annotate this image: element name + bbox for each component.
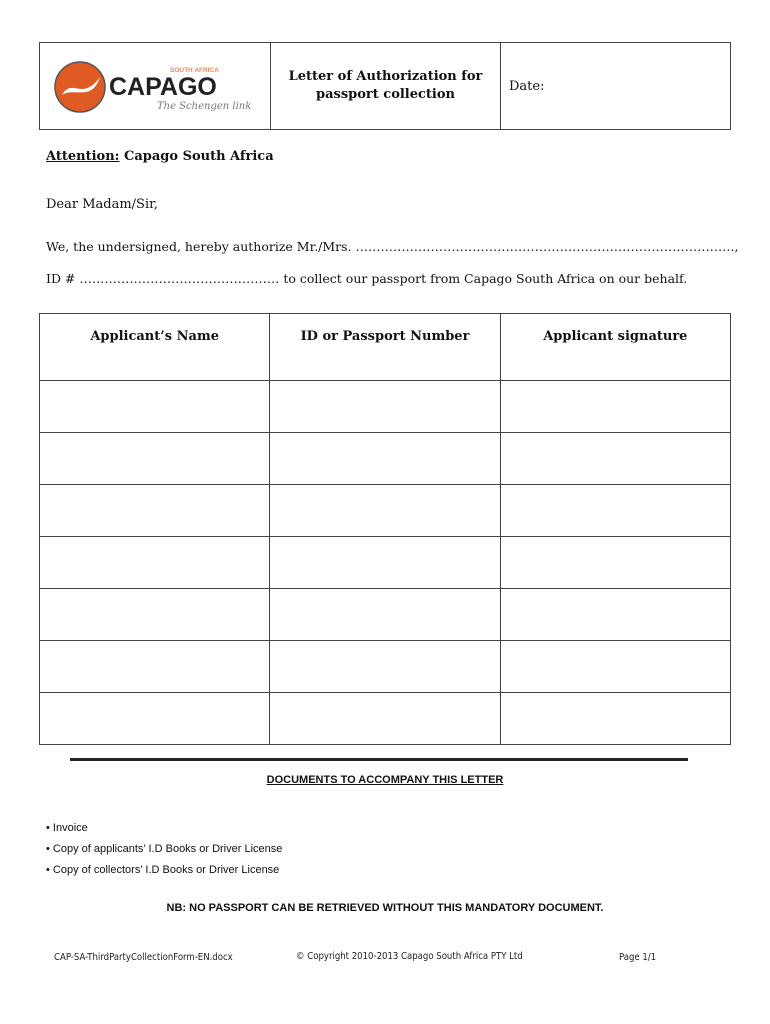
document-item: • Copy of applicants’ I.D Books or Driver License <box>46 843 283 855</box>
col-signature: Applicant signature <box>500 314 730 381</box>
name-cell[interactable] <box>40 485 270 537</box>
applicants-table <box>39 313 731 745</box>
signature-cell[interactable] <box>500 381 730 433</box>
document-item: • Invoice <box>46 822 88 834</box>
signature-cell[interactable] <box>500 537 730 589</box>
footer-filename: CAP-SA-ThirdPartyCollectionForm-EN.docx <box>54 952 233 963</box>
document-title <box>271 43 501 129</box>
title-line-1: Letter of Authorization for <box>288 69 483 84</box>
name-cell[interactable] <box>40 641 270 693</box>
svg-text:The Schengen link: The Schengen link <box>157 101 252 112</box>
signature-cell[interactable] <box>500 433 730 485</box>
documents-list <box>46 818 282 881</box>
signature-cell[interactable] <box>500 641 730 693</box>
id-cell[interactable] <box>270 641 500 693</box>
attention-label: Attention: <box>46 149 120 164</box>
mandatory-note: NB: NO PASSPORT CAN BE RETRIEVED WITHOUT THIS MANDATORY DOCUMENT. <box>166 902 604 914</box>
attention-value: Capago South Africa <box>119 149 274 164</box>
name-cell[interactable] <box>40 537 270 589</box>
documents-heading: DOCUMENTS TO ACCOMPANY THIS LETTER <box>266 774 504 786</box>
header-table <box>39 42 731 130</box>
svg-text:SOUTH AFRICA: SOUTH AFRICA <box>170 67 219 74</box>
col-id-passport: ID or Passport Number <box>270 314 500 381</box>
body-line-2: ID # ………………………………………… to collect our passport from Capago South Africa on our behalf. <box>46 271 688 286</box>
name-cell[interactable] <box>40 381 270 433</box>
name-cell[interactable] <box>40 693 270 745</box>
table-row <box>40 641 731 693</box>
body-line-1: We, the undersigned, hereby authorize Mr./Mrs. ………………………………………………………………………………., <box>46 239 739 254</box>
footer-page: Page 1/1 <box>619 952 657 963</box>
logo-cell <box>40 43 271 129</box>
footer-copyright: © Copyright 2010-2013 Capago South Africa PTY Ltd <box>296 951 523 962</box>
divider <box>70 758 688 761</box>
document-item: • Copy of collectors’ I.D Books or Driver License <box>46 864 280 876</box>
title-line-2: passport collection <box>315 87 455 102</box>
col-applicant-name: Applicant’s Name <box>40 314 270 381</box>
signature-cell[interactable] <box>500 589 730 641</box>
id-cell[interactable] <box>270 485 500 537</box>
date-label: Date: <box>509 78 545 94</box>
id-cell[interactable] <box>270 693 500 745</box>
name-cell[interactable] <box>40 433 270 485</box>
attention-line <box>46 149 274 164</box>
table-row <box>40 537 731 589</box>
capago-logo <box>52 57 252 117</box>
id-cell[interactable] <box>270 433 500 485</box>
id-cell[interactable] <box>270 537 500 589</box>
date-cell[interactable] <box>501 43 730 129</box>
id-cell[interactable] <box>270 381 500 433</box>
table-row <box>40 589 731 641</box>
id-cell[interactable] <box>270 589 500 641</box>
table-row <box>40 433 731 485</box>
svg-text:CAPAGO: CAPAGO <box>109 73 217 101</box>
name-cell[interactable] <box>40 589 270 641</box>
signature-cell[interactable] <box>500 485 730 537</box>
table-row <box>40 381 731 433</box>
signature-cell[interactable] <box>500 693 730 745</box>
salutation: Dear Madam/Sir, <box>46 197 159 212</box>
table-row <box>40 485 731 537</box>
table-row <box>40 693 731 745</box>
